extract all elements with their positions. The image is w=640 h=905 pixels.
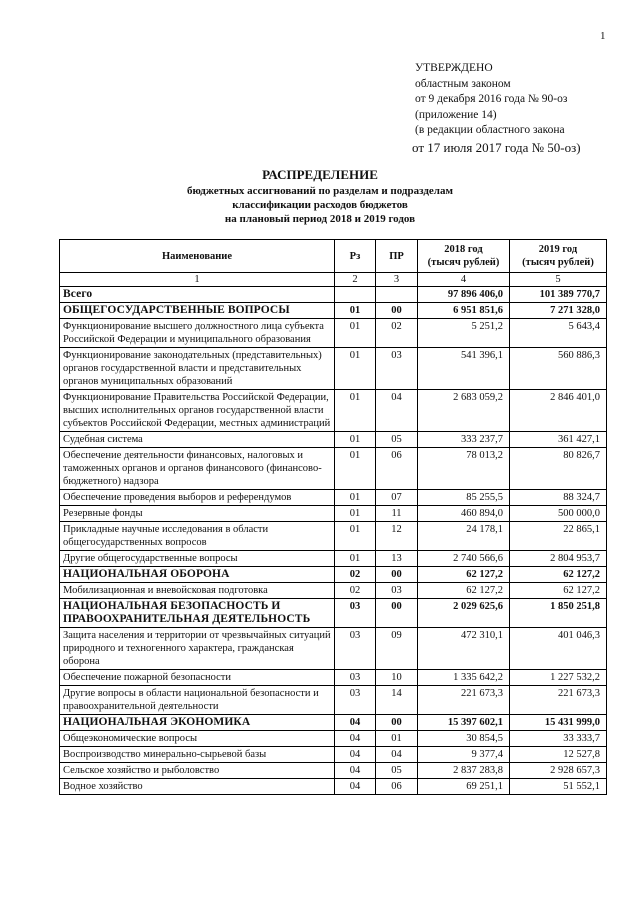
row-rz: 01 [335, 303, 376, 319]
table-row [60, 731, 607, 747]
row-name: Сельское хозяйство и рыболовство [60, 763, 335, 779]
row-value-2019: 88 324,7 [510, 490, 607, 506]
col-header-2018: 2018 год (тысяч рублей) [418, 240, 510, 273]
table-row [60, 763, 607, 779]
row-pr: 13 [376, 551, 418, 567]
row-value-2019: 2 804 953,7 [510, 551, 607, 567]
row-value-2018: 85 255,5 [418, 490, 510, 506]
row-value-2019: 361 427,1 [510, 432, 607, 448]
row-pr: 03 [376, 583, 418, 599]
row-value-2018: 69 251,1 [418, 779, 510, 795]
row-rz: 01 [335, 506, 376, 522]
row-value-2018: 24 178,1 [418, 522, 510, 551]
row-name: Обеспечение деятельности финансовых, налоговых и таможенных органов и органов финансового (финансово-бюджетного) надзора [60, 448, 335, 490]
row-pr: 05 [376, 763, 418, 779]
row-value-2019: 80 826,7 [510, 448, 607, 490]
row-value-2019: 1 850 251,8 [510, 599, 607, 628]
row-value-2018: 62 127,2 [418, 583, 510, 599]
row-value-2018: 97 896 406,0 [418, 287, 510, 303]
row-value-2018: 2 837 283,8 [418, 763, 510, 779]
row-value-2019: 15 431 999,0 [510, 715, 607, 731]
row-value-2018: 62 127,2 [418, 567, 510, 583]
table-row [60, 583, 607, 599]
row-value-2019: 12 527,8 [510, 747, 607, 763]
row-value-2019: 51 552,1 [510, 779, 607, 795]
row-rz [335, 287, 376, 303]
row-name: Воспроизводство минерально-сырьевой базы [60, 747, 335, 763]
table-row [60, 390, 607, 432]
row-rz: 01 [335, 432, 376, 448]
table-row [60, 490, 607, 506]
row-value-2018: 333 237,7 [418, 432, 510, 448]
row-value-2019: 62 127,2 [510, 567, 607, 583]
row-rz: 04 [335, 747, 376, 763]
row-rz: 03 [335, 686, 376, 715]
approval-line: от 17 июля 2017 года № 50-оз) [412, 139, 581, 155]
row-rz: 03 [335, 670, 376, 686]
row-value-2019: 560 886,3 [510, 348, 607, 390]
row-rz: 01 [335, 551, 376, 567]
table-row [60, 670, 607, 686]
col-number: 4 [418, 273, 510, 287]
row-pr: 09 [376, 628, 418, 670]
row-name: Резервные фонды [60, 506, 335, 522]
table-row [60, 287, 607, 303]
row-pr: 05 [376, 432, 418, 448]
row-rz: 03 [335, 628, 376, 670]
row-rz: 02 [335, 567, 376, 583]
row-pr: 00 [376, 303, 418, 319]
table-row [60, 448, 607, 490]
row-pr [376, 287, 418, 303]
row-name: Другие вопросы в области национальной безопасности и правоохранительной деятельности [60, 686, 335, 715]
table-row [60, 715, 607, 731]
approval-block [412, 61, 581, 157]
row-name: Обеспечение проведения выборов и референдумов [60, 490, 335, 506]
row-pr: 06 [376, 448, 418, 490]
title-line: классификации расходов бюджетов [232, 199, 408, 211]
table-row [60, 348, 607, 390]
table-row [60, 319, 607, 348]
col-header-pr: ПР [376, 240, 418, 273]
approval-line: УТВЕРЖДЕНО [415, 62, 493, 74]
title-line: на плановый период 2018 и 2019 годов [224, 213, 416, 225]
row-value-2018: 5 251,2 [418, 319, 510, 348]
row-rz: 03 [335, 599, 376, 628]
row-value-2019: 22 865,1 [510, 522, 607, 551]
row-name: НАЦИОНАЛЬНАЯ ЭКОНОМИКА [60, 715, 335, 731]
row-pr: 02 [376, 319, 418, 348]
col-number: 3 [376, 273, 418, 287]
row-pr: 00 [376, 599, 418, 628]
row-name: Прикладные научные исследования в области общегосударственных вопросов [60, 522, 335, 551]
row-rz: 04 [335, 731, 376, 747]
table-row [60, 506, 607, 522]
row-value-2018: 30 854,5 [418, 731, 510, 747]
table-row [60, 779, 607, 795]
row-value-2019: 5 643,4 [510, 319, 607, 348]
row-value-2018: 460 894,0 [418, 506, 510, 522]
row-value-2019: 33 333,7 [510, 731, 607, 747]
row-pr: 10 [376, 670, 418, 686]
row-pr: 11 [376, 506, 418, 522]
row-name: Функционирование высшего должностного лица субъекта Российской Федерации и муниципального образования [60, 319, 335, 348]
page-number: 1 [600, 30, 606, 42]
row-value-2018: 2 740 566,6 [418, 551, 510, 567]
row-value-2019: 2 846 401,0 [510, 390, 607, 432]
table-row [60, 628, 607, 670]
row-name: Общеэкономические вопросы [60, 731, 335, 747]
row-value-2019: 101 389 770,7 [510, 287, 607, 303]
row-rz: 01 [335, 522, 376, 551]
row-rz: 02 [335, 583, 376, 599]
row-value-2018: 221 673,3 [418, 686, 510, 715]
row-name: Защита населения и территории от чрезвычайных ситуаций природного и техногенного характера, гражданская оборона [60, 628, 335, 670]
approval-line: (в редакции областного закона [415, 124, 565, 136]
document-title [0, 166, 640, 226]
approval-line: от 9 декабря 2016 года № 90-оз [415, 93, 568, 105]
title-line: РАСПРЕДЕЛЕНИЕ [262, 167, 378, 182]
row-rz: 04 [335, 715, 376, 731]
row-pr: 04 [376, 390, 418, 432]
row-value-2019: 401 046,3 [510, 628, 607, 670]
col-header-2019: 2019 год (тысяч рублей) [510, 240, 607, 273]
row-pr: 07 [376, 490, 418, 506]
row-pr: 00 [376, 715, 418, 731]
row-value-2019: 221 673,3 [510, 686, 607, 715]
row-value-2019: 62 127,2 [510, 583, 607, 599]
row-name: Всего [60, 287, 335, 303]
row-rz: 01 [335, 348, 376, 390]
row-value-2018: 472 310,1 [418, 628, 510, 670]
row-rz: 01 [335, 490, 376, 506]
row-value-2019: 500 000,0 [510, 506, 607, 522]
table-row [60, 567, 607, 583]
row-value-2018: 2 683 059,2 [418, 390, 510, 432]
row-pr: 14 [376, 686, 418, 715]
row-value-2018: 2 029 625,6 [418, 599, 510, 628]
budget-table [59, 239, 607, 795]
row-value-2018: 1 335 642,2 [418, 670, 510, 686]
row-pr: 03 [376, 348, 418, 390]
table-row [60, 303, 607, 319]
row-pr: 00 [376, 567, 418, 583]
row-value-2019: 2 928 657,3 [510, 763, 607, 779]
row-rz: 04 [335, 779, 376, 795]
row-rz: 04 [335, 763, 376, 779]
row-name: Функционирование законодательных (представительных) органов государственной власти и представительных органов муниципальных образований [60, 348, 335, 390]
table-row [60, 551, 607, 567]
row-pr: 12 [376, 522, 418, 551]
col-number: 1 [60, 273, 335, 287]
row-name: НАЦИОНАЛЬНАЯ БЕЗОПАСНОСТЬ И ПРАВООХРАНИТЕЛЬНАЯ ДЕЯТЕЛЬНОСТЬ [60, 599, 335, 628]
row-name: Обеспечение пожарной безопасности [60, 670, 335, 686]
column-number-row [60, 273, 607, 287]
row-pr: 06 [376, 779, 418, 795]
row-name: Функционирование Правительства Российской Федерации, высших исполнительных органов государственной власти субъектов Российской Федерации, местных администраций [60, 390, 335, 432]
col-header-name: Наименование [60, 240, 335, 273]
row-value-2018: 6 951 851,6 [418, 303, 510, 319]
approval-line: (приложение 14) [415, 108, 497, 121]
table-row [60, 747, 607, 763]
approval-line: областным законом [415, 77, 511, 90]
table-header-row [60, 240, 607, 273]
row-value-2018: 15 397 602,1 [418, 715, 510, 731]
table-row [60, 522, 607, 551]
table-row [60, 686, 607, 715]
table-row [60, 432, 607, 448]
row-rz: 01 [335, 448, 376, 490]
row-pr: 04 [376, 747, 418, 763]
row-value-2019: 1 227 532,2 [510, 670, 607, 686]
row-value-2018: 541 396,1 [418, 348, 510, 390]
title-line: бюджетных ассигнований по разделам и подразделам [187, 185, 453, 197]
row-name: Другие общегосударственные вопросы [60, 551, 335, 567]
row-name: Мобилизационная и вневойсковая подготовка [60, 583, 335, 599]
row-rz: 01 [335, 319, 376, 348]
row-name: Судебная система [60, 432, 335, 448]
row-name: Водное хозяйство [60, 779, 335, 795]
row-pr: 01 [376, 731, 418, 747]
row-value-2018: 78 013,2 [418, 448, 510, 490]
col-header-rz: Рз [335, 240, 376, 273]
col-number: 5 [510, 273, 607, 287]
col-number: 2 [335, 273, 376, 287]
row-value-2018: 9 377,4 [418, 747, 510, 763]
row-name: НАЦИОНАЛЬНАЯ ОБОРОНА [60, 567, 335, 583]
row-name: ОБЩЕГОСУДАРСТВЕННЫЕ ВОПРОСЫ [60, 303, 335, 319]
table-body [60, 287, 607, 795]
row-rz: 01 [335, 390, 376, 432]
row-value-2019: 7 271 328,0 [510, 303, 607, 319]
table-row [60, 599, 607, 628]
